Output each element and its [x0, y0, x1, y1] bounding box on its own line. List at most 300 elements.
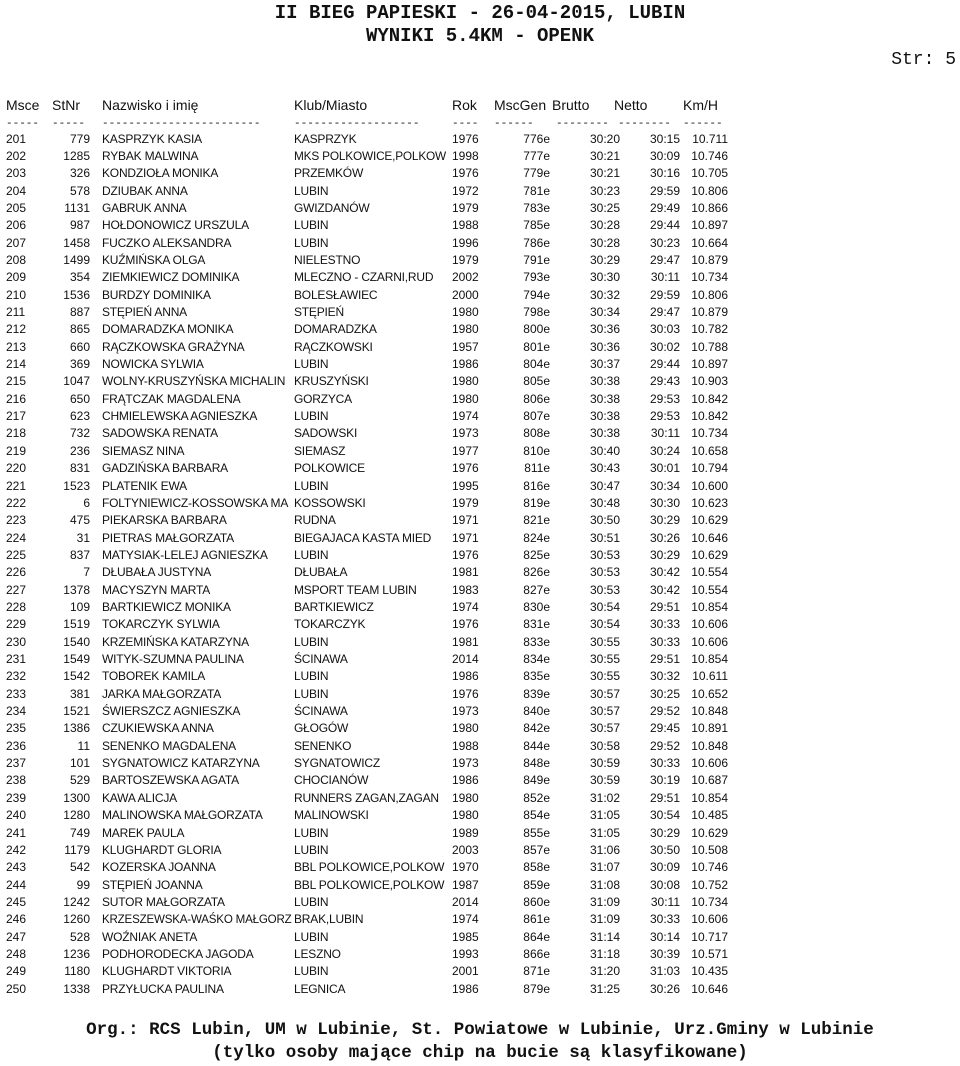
table-row: [0, 425, 960, 442]
page-title: II BIEG PAPIESKI - 26-04-2015, LUBIN: [274, 2, 686, 24]
cell-start-number: 109: [69, 599, 90, 614]
cell-start-number: 987: [69, 218, 90, 233]
sep-stnr: -----: [52, 118, 86, 130]
cell-place: 222: [6, 495, 27, 510]
cell-birth-year: 1979: [452, 252, 479, 267]
cell-birth-year: 1976: [452, 547, 479, 562]
table-row: [0, 842, 960, 859]
cell-place: 201: [6, 131, 27, 146]
cell-place: 243: [6, 860, 27, 875]
cell-net-time: 30:19: [649, 773, 680, 788]
cell-gross-time: 30:48: [589, 495, 620, 510]
cell-gross-time: 30:57: [589, 704, 620, 719]
cell-club-city: LUBIN: [294, 964, 329, 979]
cell-gender-place: 793e: [523, 270, 550, 285]
cell-net-time: 30:33: [649, 634, 680, 649]
cell-gender-place: 777e: [523, 148, 550, 163]
cell-birth-year: 1981: [452, 634, 479, 649]
cell-competitor-name: KAWA ALICJA: [102, 790, 177, 805]
cell-gender-place: 833e: [523, 634, 550, 649]
table-row: [0, 894, 960, 911]
table-row: [0, 148, 960, 165]
cell-birth-year: 1972: [452, 183, 479, 198]
cell-birth-year: 1987: [452, 877, 479, 892]
cell-speed: 10.788: [691, 339, 728, 354]
cell-speed: 10.687: [691, 773, 728, 788]
table-row: [0, 738, 960, 755]
cell-club-city: STĘPIEŃ: [294, 305, 344, 319]
cell-net-time: 30:11: [650, 426, 680, 441]
table-row: [0, 547, 960, 564]
cell-start-number: 1338: [63, 981, 90, 996]
cell-competitor-name: WOLNY-KRUSZYŃSKA MICHALIN: [102, 374, 286, 389]
cell-start-number: 1131: [64, 200, 90, 215]
cell-club-city: LEGNICA: [294, 981, 346, 996]
cell-birth-year: 1993: [452, 946, 479, 961]
cell-place: 233: [6, 686, 27, 701]
table-row: [0, 530, 960, 547]
cell-start-number: 1540: [63, 634, 90, 649]
cell-club-city: MSPORT TEAM LUBIN: [294, 582, 417, 597]
cell-competitor-name: MACYSZYN MARTA: [102, 582, 211, 597]
table-row: [0, 981, 960, 998]
cell-place: 250: [6, 981, 27, 996]
page-subtitle: WYNIKI 5.4KM - OPENK: [365, 25, 595, 47]
table-row: [0, 772, 960, 789]
cell-club-city: SADOWSKI: [294, 426, 358, 441]
cell-start-number: 749: [69, 825, 90, 840]
table-row: [0, 755, 960, 772]
cell-gender-place: 866e: [523, 946, 550, 961]
cell-net-time: 30:09: [649, 860, 680, 875]
cell-gender-place: 811e: [524, 461, 550, 476]
cell-start-number: 381: [69, 686, 90, 701]
cell-club-city: LUBIN: [294, 842, 329, 857]
cell-gender-place: 852e: [523, 790, 550, 805]
cell-net-time: 29:51: [649, 599, 680, 614]
table-row: [0, 269, 960, 286]
cell-gross-time: 31:06: [589, 842, 620, 857]
cell-gross-time: 30:32: [589, 287, 620, 302]
cell-gross-time: 30:25: [589, 200, 620, 215]
cell-club-city: BOLESŁAWIEC: [294, 287, 378, 302]
cell-gender-place: 861e: [523, 912, 550, 927]
cell-gender-place: 826e: [523, 565, 550, 580]
cell-gross-time: 31:07: [589, 860, 620, 875]
cell-competitor-name: MATYSIAK-LELEJ AGNIESZKA: [102, 547, 268, 562]
cell-competitor-name: PRZYŁUCKA PAULINA: [102, 981, 224, 996]
table-row: [0, 599, 960, 616]
cell-gender-place: 807e: [523, 409, 550, 424]
cell-net-time: 29:59: [649, 183, 680, 198]
cell-place: 237: [6, 756, 27, 771]
cell-net-time: 30:29: [649, 547, 680, 562]
cell-net-time: 29:43: [649, 374, 680, 389]
table-row: [0, 634, 960, 651]
table-row: [0, 651, 960, 668]
cell-competitor-name: KRZEMIŃSKA KATARZYNA: [102, 634, 249, 649]
cell-net-time: 30:33: [649, 617, 680, 632]
cell-club-city: ŚCINAWA: [294, 652, 348, 666]
cell-gender-place: 808e: [523, 426, 550, 441]
table-row: [0, 564, 960, 581]
cell-gross-time: 30:34: [589, 305, 620, 319]
cell-speed: 10.658: [691, 443, 728, 458]
cell-club-city: LUBIN: [294, 634, 329, 649]
cell-net-time: 30:34: [649, 478, 680, 493]
cell-competitor-name: STĘPIEŃ JOANNA: [102, 877, 203, 892]
table-row: [0, 512, 960, 529]
cell-place: 234: [6, 704, 27, 719]
cell-gross-time: 30:54: [589, 599, 620, 614]
cell-speed: 10.629: [691, 825, 728, 840]
cell-start-number: 837: [69, 547, 90, 562]
cell-speed: 10.848: [691, 738, 728, 753]
cell-club-city: LUBIN: [294, 929, 329, 944]
cell-gross-time: 31:20: [589, 964, 620, 979]
cell-birth-year: 1973: [452, 756, 479, 771]
cell-club-city: LUBIN: [294, 894, 329, 909]
cell-club-city: SYGNATOWICZ: [294, 756, 381, 771]
cell-gross-time: 30:59: [589, 756, 620, 771]
cell-club-city: KOSSOWSKI: [294, 495, 366, 510]
cell-net-time: 30:30: [649, 495, 680, 510]
cell-birth-year: 2001: [452, 964, 479, 979]
cell-gender-place: 839e: [523, 686, 550, 701]
cell-birth-year: 1976: [452, 686, 479, 701]
cell-speed: 10.664: [691, 235, 728, 250]
cell-competitor-name: PODHORODECKA JAGODA: [102, 946, 254, 961]
cell-speed: 10.606: [691, 634, 728, 649]
table-row: [0, 217, 960, 234]
cell-club-city: BBL POLKOWICE,POLKOW: [294, 860, 445, 875]
cell-start-number: 1285: [63, 148, 90, 163]
header-club: Klub/Miasto: [294, 97, 368, 113]
cell-start-number: 1236: [63, 946, 90, 961]
cell-start-number: 1179: [64, 842, 90, 857]
cell-gender-place: 842e: [523, 721, 550, 736]
table-row: [0, 443, 960, 460]
cell-net-time: 29:51: [649, 790, 680, 805]
sep-netto: --------: [618, 118, 671, 130]
cell-competitor-name: WITYK-SZUMNA PAULINA: [102, 652, 244, 666]
table-row: [0, 825, 960, 842]
cell-birth-year: 1980: [452, 305, 479, 319]
cell-birth-year: 1986: [452, 669, 479, 684]
cell-club-city: RĄCZKOWSKI: [294, 339, 373, 354]
cell-net-time: 30:29: [649, 825, 680, 840]
table-header: [0, 96, 960, 113]
cell-competitor-name: STĘPIEŃ ANNA: [102, 305, 187, 319]
table-row: [0, 304, 960, 321]
cell-gross-time: 30:29: [589, 252, 620, 267]
cell-gross-time: 31:02: [589, 790, 620, 805]
cell-gross-time: 30:55: [589, 652, 620, 666]
cell-place: 242: [6, 842, 27, 857]
cell-competitor-name: ŚWIERSZCZ AGNIESZKA: [102, 704, 241, 719]
table-row: [0, 946, 960, 963]
cell-competitor-name: DZIUBAK ANNA: [102, 183, 188, 198]
cell-place: 235: [6, 721, 27, 736]
cell-speed: 10.508: [691, 842, 728, 857]
cell-birth-year: 1980: [452, 808, 479, 823]
header-msce: Msce: [6, 97, 40, 113]
cell-gender-place: 825e: [523, 547, 550, 562]
table-row: [0, 859, 960, 876]
cell-start-number: 887: [69, 305, 90, 319]
cell-net-time: 30:33: [649, 756, 680, 771]
cell-speed: 10.485: [691, 808, 728, 823]
cell-place: 211: [6, 305, 26, 319]
cell-gross-time: 31:09: [589, 912, 620, 927]
cell-net-time: 29:44: [649, 357, 680, 372]
cell-gender-place: 786e: [523, 235, 550, 250]
cell-birth-year: 2002: [452, 270, 479, 285]
cell-competitor-name: FOLTYNIEWICZ-KOSSOWSKA MA: [102, 495, 289, 510]
cell-place: 249: [6, 964, 27, 979]
cell-birth-year: 1973: [452, 704, 479, 719]
cell-net-time: 29:53: [649, 391, 680, 406]
cell-gross-time: 30:21: [589, 166, 620, 181]
cell-speed: 10.891: [691, 721, 728, 736]
cell-start-number: 101: [69, 756, 90, 771]
cell-birth-year: 1976: [452, 131, 479, 146]
header-mscgen: MscGen: [494, 97, 547, 113]
cell-place: 215: [6, 374, 27, 389]
cell-start-number: 1458: [63, 235, 90, 250]
cell-place: 230: [6, 634, 27, 649]
cell-club-city: GŁOGÓW: [294, 721, 349, 736]
cell-start-number: 1280: [63, 808, 90, 823]
cell-place: 217: [6, 409, 27, 424]
cell-gender-place: 857e: [523, 842, 550, 857]
cell-gross-time: 30:53: [589, 565, 620, 580]
cell-start-number: 1542: [63, 669, 90, 684]
cell-net-time: 30:32: [649, 669, 680, 684]
cell-place: 219: [6, 443, 27, 458]
cell-place: 203: [6, 166, 27, 181]
cell-start-number: 528: [69, 929, 90, 944]
cell-speed: 10.629: [691, 513, 728, 528]
cell-birth-year: 1976: [452, 166, 479, 181]
cell-gender-place: 824e: [523, 530, 550, 545]
cell-gross-time: 30:55: [589, 669, 620, 684]
cell-place: 231: [6, 652, 27, 666]
cell-net-time: 30:29: [649, 513, 680, 528]
cell-place: 216: [6, 391, 27, 406]
cell-start-number: 6: [83, 495, 90, 510]
sep-mscgen: ------: [494, 118, 534, 130]
cell-gross-time: 30:21: [589, 148, 620, 163]
cell-net-time: 30:01: [649, 461, 680, 476]
cell-birth-year: 1974: [452, 912, 479, 927]
cell-birth-year: 1986: [452, 357, 479, 372]
cell-birth-year: 1980: [452, 391, 479, 406]
cell-gender-place: 827e: [523, 582, 550, 597]
footer-note: (tylko osoby mające chip na bucie są klasyfikowane): [212, 1043, 748, 1063]
table-row: [0, 877, 960, 894]
table-row: [0, 252, 960, 269]
cell-birth-year: 1973: [452, 426, 479, 441]
table-row: [0, 720, 960, 737]
cell-club-city: LUBIN: [294, 235, 329, 250]
cell-gross-time: 30:20: [589, 131, 620, 146]
cell-place: 206: [6, 218, 27, 233]
cell-club-city: BARTKIEWICZ: [294, 599, 374, 614]
cell-speed: 10.606: [691, 912, 728, 927]
cell-start-number: 1386: [63, 721, 90, 736]
cell-start-number: 1523: [63, 478, 90, 493]
cell-place: 247: [6, 929, 27, 944]
cell-club-city: BRAK,LUBIN: [294, 912, 364, 927]
cell-start-number: 831: [69, 461, 90, 476]
cell-gender-place: 804e: [523, 357, 550, 372]
cell-speed: 10.806: [691, 183, 728, 198]
cell-net-time: 29:52: [649, 704, 680, 719]
table-row: [0, 460, 960, 477]
cell-net-time: 30:23: [649, 235, 680, 250]
cell-gender-place: 859e: [523, 877, 550, 892]
table-row: [0, 616, 960, 633]
cell-birth-year: 1976: [452, 461, 479, 476]
cell-net-time: 30:15: [649, 131, 680, 146]
cell-competitor-name: DOMARADZKA MONIKA: [102, 322, 234, 337]
table-row: [0, 668, 960, 685]
cell-start-number: 11: [77, 738, 90, 753]
cell-gender-place: 849e: [523, 773, 550, 788]
cell-gender-place: 835e: [523, 669, 550, 684]
cell-place: 244: [6, 877, 27, 892]
table-row: [0, 235, 960, 252]
cell-start-number: 1260: [63, 912, 90, 927]
cell-place: 212: [6, 322, 27, 337]
cell-speed: 10.629: [691, 547, 728, 562]
cell-net-time: 29:47: [649, 252, 680, 267]
cell-speed: 10.854: [691, 790, 728, 805]
cell-speed: 10.794: [691, 461, 728, 476]
cell-gross-time: 31:18: [589, 946, 620, 961]
cell-birth-year: 1986: [452, 981, 479, 996]
cell-net-time: 30:42: [649, 565, 680, 580]
cell-speed: 10.623: [691, 495, 728, 510]
cell-club-city: MKS POLKOWICE,POLKOW: [294, 148, 447, 163]
table-row: [0, 703, 960, 720]
cell-competitor-name: MALINOWSKA MAŁGORZATA: [102, 808, 263, 823]
cell-birth-year: 1985: [452, 929, 479, 944]
cell-competitor-name: NOWICKA SYLWIA: [102, 357, 204, 372]
cell-place: 245: [6, 894, 27, 909]
cell-gross-time: 30:55: [589, 634, 620, 649]
cell-birth-year: 2014: [452, 894, 479, 909]
cell-gender-place: 848e: [523, 756, 550, 771]
cell-speed: 10.646: [691, 981, 728, 996]
cell-competitor-name: RYBAK MALWINA: [102, 148, 199, 163]
cell-start-number: 1536: [63, 287, 90, 302]
cell-gender-place: 830e: [523, 599, 550, 614]
cell-competitor-name: GADZIŃSKA BARBARA: [102, 461, 228, 476]
cell-competitor-name: CZUKIEWSKA ANNA: [102, 721, 214, 736]
cell-place: 204: [6, 183, 27, 198]
cell-gross-time: 30:37: [589, 357, 620, 372]
table-row: [0, 339, 960, 356]
cell-start-number: 779: [69, 131, 90, 146]
cell-start-number: 99: [76, 877, 90, 892]
cell-gender-place: 798e: [523, 305, 550, 319]
cell-gross-time: 31:05: [589, 825, 620, 840]
cell-speed: 10.879: [691, 252, 728, 267]
cell-club-city: LUBIN: [294, 409, 329, 424]
cell-speed: 10.646: [691, 530, 728, 545]
cell-birth-year: 1979: [452, 200, 479, 215]
cell-place: 228: [6, 599, 27, 614]
cell-place: 227: [6, 582, 27, 597]
cell-gender-place: 821e: [523, 513, 550, 528]
cell-place: 241: [6, 825, 27, 840]
cell-start-number: 1378: [63, 582, 90, 597]
cell-competitor-name: RĄCZKOWSKA GRAŻYNA: [102, 339, 245, 354]
cell-speed: 10.554: [691, 582, 728, 597]
cell-gross-time: 30:43: [589, 461, 620, 476]
cell-birth-year: 1970: [452, 860, 479, 875]
cell-gender-place: 844e: [523, 738, 550, 753]
cell-gender-place: 864e: [523, 929, 550, 944]
cell-place: 220: [6, 461, 27, 476]
cell-speed: 10.854: [691, 599, 728, 614]
table-row: [0, 287, 960, 304]
cell-start-number: 1519: [63, 617, 90, 632]
cell-place: 214: [6, 357, 27, 372]
cell-place: 229: [6, 617, 27, 632]
cell-gender-place: 806e: [523, 391, 550, 406]
cell-club-city: DŁUBAŁA: [294, 565, 348, 580]
cell-club-city: GORZYCA: [294, 391, 352, 406]
cell-place: 221: [6, 478, 27, 493]
cell-net-time: 30:09: [649, 148, 680, 163]
cell-competitor-name: PIEKARSKA BARBARA: [102, 513, 227, 528]
cell-start-number: 354: [69, 270, 90, 285]
cell-net-time: 30:54: [649, 808, 680, 823]
cell-gender-place: 871e: [523, 964, 550, 979]
cell-speed: 10.606: [691, 617, 728, 632]
cell-gender-place: 840e: [523, 704, 550, 719]
cell-speed: 10.842: [691, 391, 728, 406]
cell-gross-time: 30:51: [589, 530, 620, 545]
cell-club-city: SIEMASZ: [294, 443, 346, 458]
table-row: [0, 131, 960, 148]
cell-birth-year: 1971: [452, 513, 479, 528]
cell-club-city: CHOCIANÓW: [294, 773, 369, 788]
cell-start-number: 1242: [63, 894, 90, 909]
cell-start-number: 529: [69, 773, 90, 788]
cell-net-time: 30:11: [650, 894, 680, 909]
table-row: [0, 478, 960, 495]
cell-club-city: TOKARCZYK: [294, 617, 366, 632]
cell-net-time: 29:51: [649, 652, 680, 666]
cell-start-number: 660: [69, 339, 90, 354]
cell-speed: 10.752: [691, 877, 728, 892]
header-rok: Rok: [452, 97, 477, 113]
cell-speed: 10.806: [691, 287, 728, 302]
cell-club-city: MALINOWSKI: [294, 808, 369, 823]
cell-gross-time: 30:47: [589, 478, 620, 493]
table-row: [0, 911, 960, 928]
cell-competitor-name: SIEMASZ NINA: [102, 443, 185, 458]
cell-gender-place: 860e: [523, 894, 550, 909]
cell-net-time: 30:26: [649, 981, 680, 996]
header-netto: Netto: [614, 97, 648, 113]
cell-gross-time: 30:38: [589, 426, 620, 441]
sep-club: -------------------: [294, 118, 420, 130]
